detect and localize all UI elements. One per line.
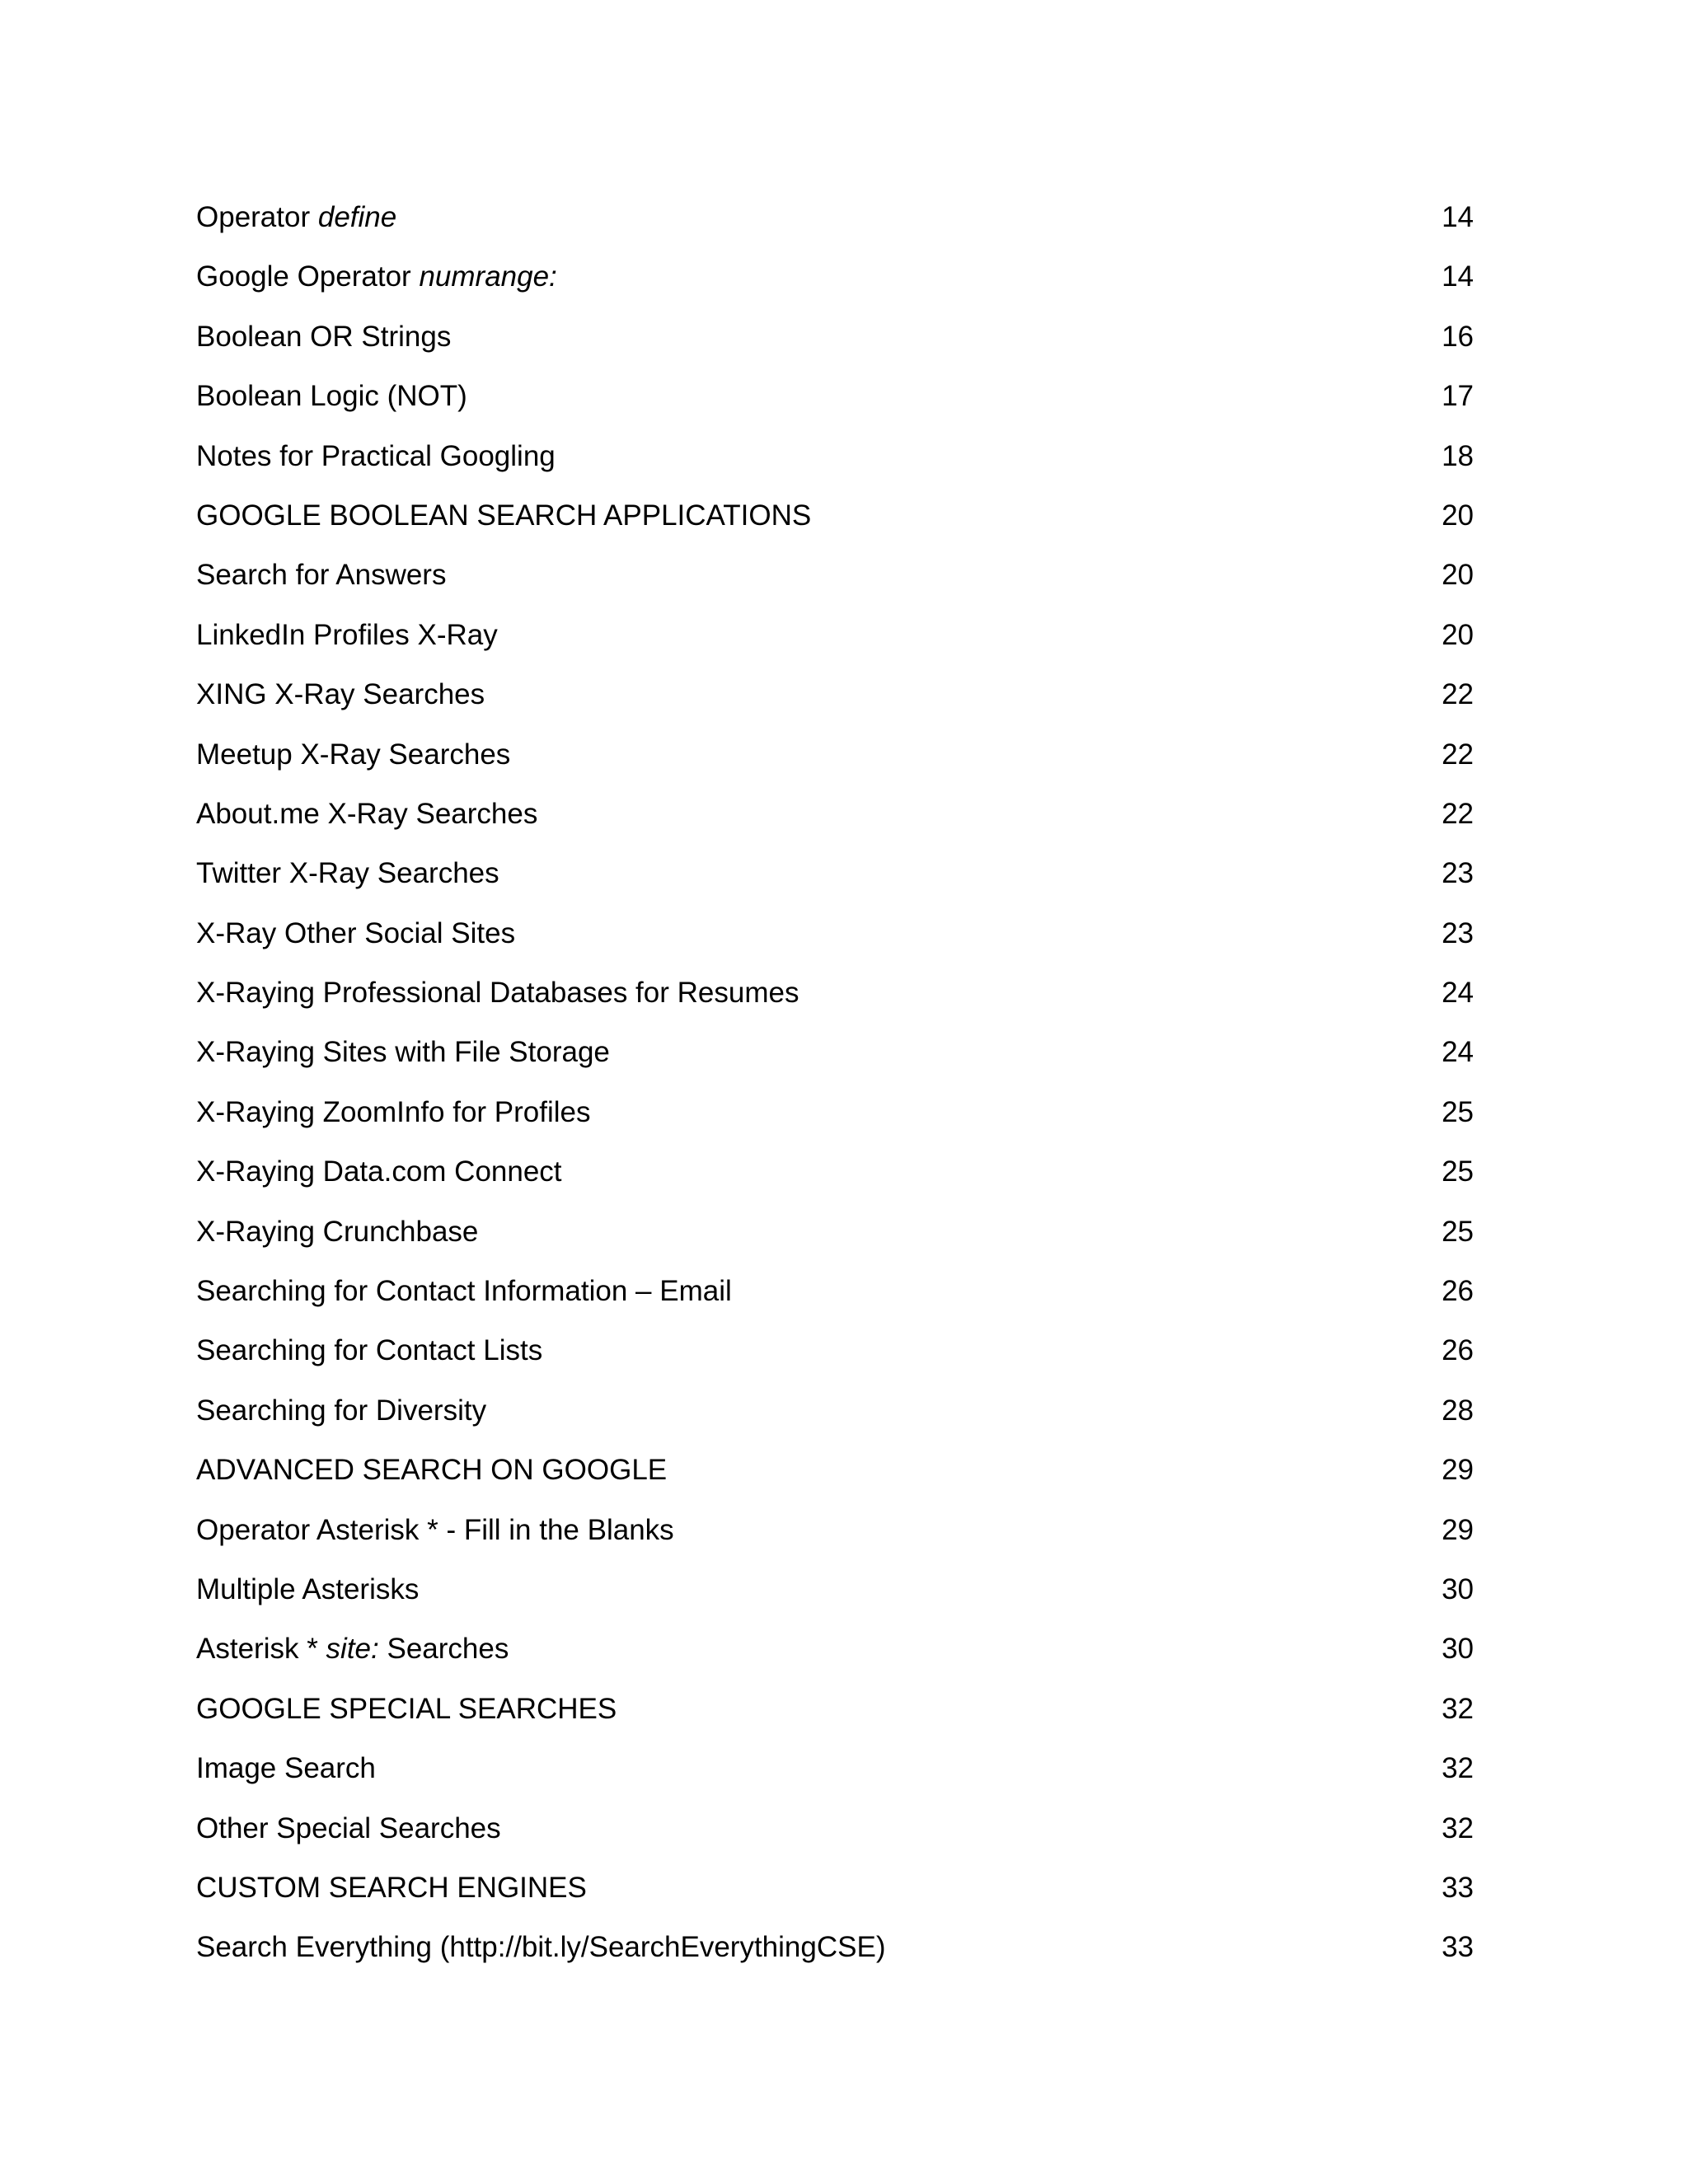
toc-entry [196,904,1474,963]
toc-entry-title [196,1441,667,1500]
toc-entry [196,1619,1474,1679]
toc-entry-title-text: X-Raying Sites with File Storage [196,1036,610,1069]
toc-entry-page-number: 26 [1442,1334,1474,1367]
toc-entry-title-text: Multiple Asterisks [196,1572,420,1605]
toc-entry-page-number: 14 [1442,201,1474,233]
toc-entry [196,427,1474,486]
toc-entry [196,1262,1474,1321]
toc-entry-title-text: LinkedIn Profiles X-Ray [196,618,498,651]
toc-entry-title [196,307,451,367]
toc-entry-title-text: Searching for Contact Information – Email [196,1275,732,1308]
toc-entry-title-text: X-Raying ZoomInfo for Profiles [196,1095,591,1128]
toc-entry-page-number: 18 [1442,439,1474,472]
toc-entry-title-text: Search for Answers [196,559,447,592]
toc-entry-title [196,1918,885,1977]
toc-entry-title-text: Meetup X-Ray Searches [196,738,511,771]
toc-entry-title-text: ADVANCED SEARCH ON GOOGLE [196,1454,668,1487]
toc-entry-page-number: 24 [1442,977,1474,1010]
toc-entry [196,1321,1474,1380]
toc-entry [196,665,1474,724]
toc-entry-title [196,486,811,546]
toc-entry [196,367,1474,426]
toc-entry-page-number: 26 [1442,1275,1474,1308]
toc-entry [196,247,1474,307]
toc-entry [196,1023,1474,1082]
toc-entry-title-text: GOOGLE SPECIAL SEARCHES [196,1692,617,1725]
toc-entry [196,785,1474,844]
toc-entry-title-text: Boolean Logic (NOT) [196,380,467,413]
toc-entry-title-text: Other Special Searches [196,1811,501,1844]
toc-entry-title-text: Twitter X-Ray Searches [196,857,499,890]
toc-entry-title [196,1321,542,1380]
toc-entry-title [196,247,557,307]
toc-entry-title-text: Operator Asterisk * - Fill in the Blanks [196,1513,674,1546]
toc-entry-page-number: 29 [1442,1454,1474,1487]
toc-entry-title [196,1023,610,1082]
toc-entry-title-emphasis: site: [326,1633,379,1666]
toc-entry-title-text: Search Everything (http://bit.ly/SearchEverythingCSE) [196,1931,886,1964]
toc-entry-title-text: Searching for Diversity [196,1394,487,1427]
toc-entry-title-emphasis: define [317,201,397,233]
toc-entry [196,1680,1474,1739]
toc-entry-title [196,1739,376,1798]
toc-entry-title [196,546,446,605]
toc-entry [196,1560,1474,1619]
toc-entry-page-number: 30 [1442,1572,1474,1605]
toc-entry [196,307,1474,367]
toc-entry-title [196,1142,562,1202]
toc-entry-title [196,1680,617,1739]
toc-entry-page-number: 20 [1442,559,1474,592]
toc-entry-title-text: About.me X-Ray Searches [196,797,538,830]
toc-entry-page-number: 32 [1442,1752,1474,1785]
toc-entry-page-number: 23 [1442,916,1474,949]
toc-entry-title-text: Searching for Contact Lists [196,1334,543,1367]
toc-entry [196,1142,1474,1202]
toc-entry-title [196,1262,732,1321]
toc-entry-title [196,1083,591,1142]
toc-entry-title-text: Google Operator [196,260,411,293]
toc-entry [196,844,1474,903]
toc-entry [196,546,1474,605]
toc-entry-page-number: 22 [1442,797,1474,830]
toc-entry [196,1739,1474,1798]
toc-entry-title [196,427,556,486]
toc-entry-page-number: 25 [1442,1215,1474,1248]
toc-entry-title-text: XING X-Ray Searches [196,678,485,711]
toc-entry-title-text: Operator [196,201,311,233]
toc-entry-title [196,1501,674,1560]
toc-entry-title-text: GOOGLE BOOLEAN SEARCH APPLICATIONS [196,499,812,532]
toc-list [196,188,1474,1978]
toc-entry-page-number: 14 [1442,260,1474,293]
toc-entry-title-text: X-Raying Crunchbase [196,1215,479,1248]
toc-entry-title [196,367,467,426]
toc-entry-title [196,1381,486,1441]
toc-entry-title-suffix: Searches [387,1633,509,1666]
toc-entry-page-number: 16 [1442,320,1474,353]
toc-entry-page-number: 32 [1442,1811,1474,1844]
toc-entry [196,606,1474,665]
toc-entry-title-text: X-Raying Professional Databases for Resumes [196,977,799,1010]
toc-entry-page-number: 20 [1442,499,1474,532]
toc-entry-page-number: 33 [1442,1931,1474,1964]
toc-entry-title [196,844,499,903]
toc-entry-page-number: 29 [1442,1513,1474,1546]
toc-entry [196,725,1474,785]
toc-entry [196,1202,1474,1262]
toc-entry-title-text: Asterisk * [196,1633,318,1666]
toc-entry [196,1441,1474,1500]
toc-entry-title [196,1560,419,1619]
toc-entry-page-number: 28 [1442,1394,1474,1427]
toc-entry-title [196,1619,509,1679]
toc-entry-page-number: 17 [1442,380,1474,413]
toc-entry-title [196,665,485,724]
toc-entry-page-number: 25 [1442,1095,1474,1128]
toc-entry-title [196,963,799,1023]
toc-entry [196,1083,1474,1142]
toc-entry-page-number: 22 [1442,738,1474,771]
toc-entry-title [196,725,510,785]
toc-entry-page-number: 30 [1442,1633,1474,1666]
toc-entry [196,486,1474,546]
toc-entry-page-number: 25 [1442,1155,1474,1188]
toc-entry-title [196,785,537,844]
toc-entry-title [196,1799,501,1858]
toc-entry-title [196,606,498,665]
toc-entry-page-number: 23 [1442,857,1474,890]
toc-entry-title-emphasis: numrange: [419,260,557,293]
toc-entry-page-number: 33 [1442,1871,1474,1904]
toc-entry-title-text: CUSTOM SEARCH ENGINES [196,1871,587,1904]
toc-entry-title-text: Image Search [196,1752,376,1785]
toc-entry [196,1799,1474,1858]
toc-entry [196,963,1474,1023]
toc-entry [196,1501,1474,1560]
toc-entry [196,188,1474,247]
toc-entry-title [196,1858,587,1918]
toc-entry-page-number: 22 [1442,678,1474,711]
toc-entry-page-number: 32 [1442,1692,1474,1725]
toc-entry-title-text: X-Raying Data.com Connect [196,1155,562,1188]
toc-entry [196,1381,1474,1441]
toc-entry-title-text: X-Ray Other Social Sites [196,916,516,949]
toc-entry-title [196,188,396,247]
toc-entry-page-number: 24 [1442,1036,1474,1069]
toc-entry-page-number: 20 [1442,618,1474,651]
toc-entry-title [196,904,515,963]
toc-entry-title-text: Boolean OR Strings [196,320,452,353]
toc-entry-title [196,1202,478,1262]
toc-entry [196,1918,1474,1977]
toc-entry [196,1858,1474,1918]
toc-entry-title-text: Notes for Practical Googling [196,439,556,472]
